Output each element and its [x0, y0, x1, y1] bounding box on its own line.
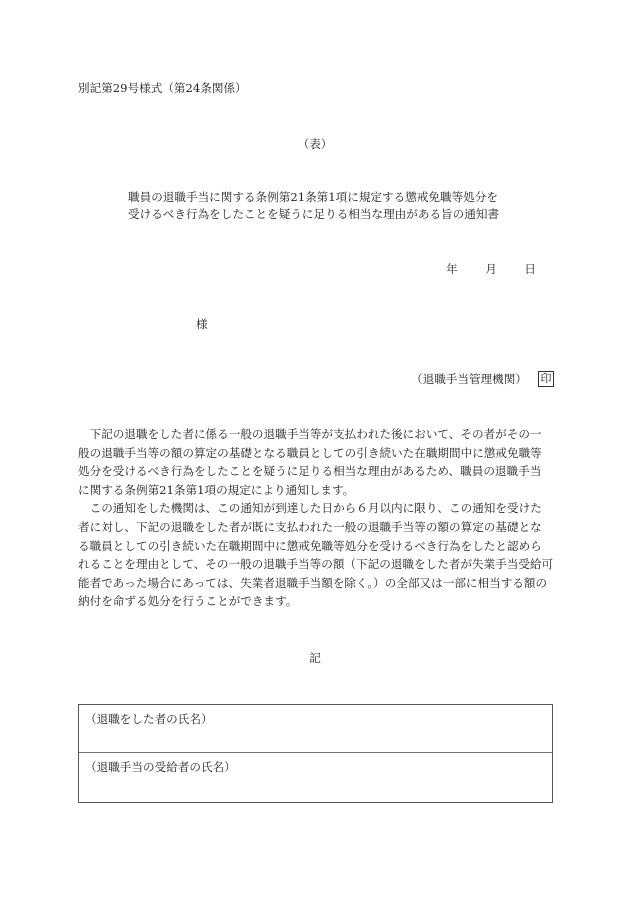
retiree-name-label: （退職をした者の氏名）: [85, 712, 213, 726]
paragraph-line: れることを理由として、その一般の退職手当等の額（下記の退職をした者が失業手当受給可: [78, 557, 554, 572]
document-title: [128, 189, 499, 223]
addressee-suffix: 様: [196, 317, 208, 331]
form-id: 別記第29号様式（第24条関係）: [78, 81, 247, 95]
date-field: [446, 261, 536, 277]
issuer: [411, 371, 554, 387]
ki-heading: 記: [309, 651, 321, 665]
title-line-1: 職員の退職手当に関する条例第21条第1項に規定する懲戒免職等処分を: [128, 190, 498, 204]
record-table: [78, 704, 553, 803]
paragraph-line: 下記の退職をした者に係る一般の退職手当等が支払われた後において、その者がその一: [89, 427, 542, 441]
paragraph-2: [78, 499, 552, 611]
date-year: 年: [446, 262, 458, 276]
title-line-2: 受けるべき行為をしたことを疑うに足りる相当な理由がある旨の通知書: [128, 207, 500, 221]
paragraph-line: 処分を受けるべき行為をしたことを疑うに足りる相当な理由があるため、職員の退職手当: [78, 464, 542, 479]
paragraph-line: る職員としての引き続いた在職期間中に懲戒免職等処分を受けるべき行為をしたと認めら: [78, 538, 542, 553]
paragraph-line: 能者であった場合にあっては、失業者退職手当額を除く。）の全部又は一部に相当する額の: [78, 575, 548, 590]
recipient-name-label: （退職手当の受給者の氏名）: [85, 760, 236, 774]
paragraph-line: 者に対し、下記の退職をした者が既に支払われた一般の退職手当等の額の算定の基礎とな: [78, 519, 542, 534]
paragraph-1: [78, 425, 552, 499]
issuer-label: （退職手当管理機関）: [411, 372, 527, 386]
retiree-name-row[interactable]: [79, 705, 552, 753]
date-day: 日: [524, 262, 536, 276]
paragraph-line: この通知をした機関は、この通知が到達した日から６月以内に限り、この通知を受けた: [89, 501, 542, 516]
paragraph-line: 納付を命ずる処分を行うことができます。: [78, 594, 298, 609]
side-label: （表）: [297, 137, 333, 151]
body-text: [78, 425, 552, 611]
date-month: 月: [485, 262, 497, 276]
paragraph-line: に関する条例第21条第1項の規定により通知します。: [78, 482, 355, 497]
paragraph-line: 般の退職手当等の額の算定の基礎となる職員としての引き続いた在職期間中に懲戒免職等: [78, 445, 542, 460]
recipient-name-row[interactable]: [79, 753, 552, 802]
seal-icon: 印: [538, 371, 554, 387]
